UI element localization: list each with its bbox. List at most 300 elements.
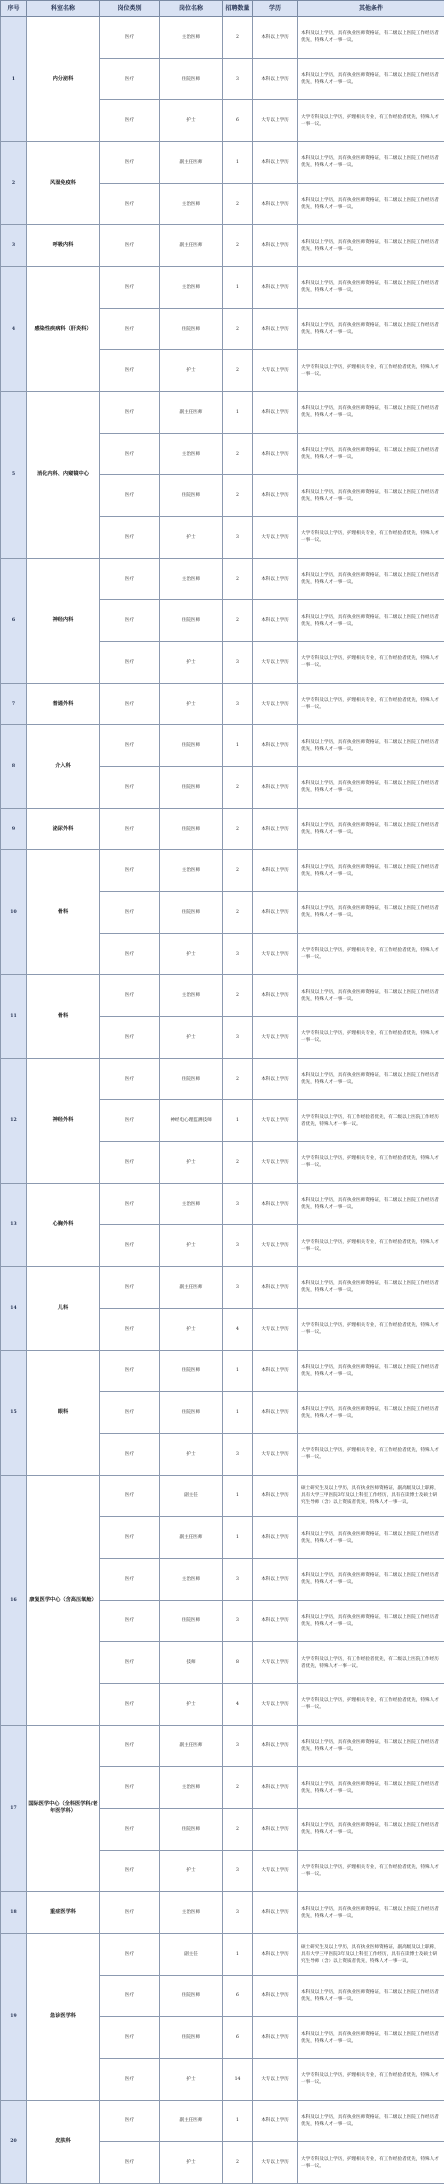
count-cell: 1 — [223, 1933, 253, 1975]
post-type-cell: 医疗 — [100, 142, 160, 184]
row-number: 19 — [1, 1933, 27, 2100]
education-cell: 大专以上学历 — [253, 2058, 298, 2100]
conditions-cell: 大学专科及以上学历，护理相关专业，有工作经验者优先，特殊人才一事一议。 — [298, 1142, 444, 1184]
count-cell: 2 — [223, 1767, 253, 1809]
education-cell: 本科以上学历 — [253, 392, 298, 434]
post-name-cell: 副主任医师 — [160, 225, 223, 267]
education-cell: 本科以上学历 — [253, 1267, 298, 1309]
conditions-cell: 本科及以上学历，具有执业医师资格证，有二级以上医院工作经历者优先，特殊人才一事一议。 — [298, 1183, 444, 1225]
education-cell: 本科以上学历 — [253, 558, 298, 600]
post-type-cell: 医疗 — [100, 600, 160, 642]
education-cell: 大专以上学历 — [253, 1433, 298, 1475]
post-type-cell: 医疗 — [100, 1058, 160, 1100]
post-name-cell: 主治医师 — [160, 558, 223, 600]
post-type-cell: 医疗 — [100, 808, 160, 850]
education-cell: 本科以上学历 — [253, 433, 298, 475]
post-name-cell: 护士 — [160, 1142, 223, 1184]
post-type-cell: 医疗 — [100, 267, 160, 309]
count-cell: 2 — [223, 1058, 253, 1100]
row-number: 1 — [1, 17, 27, 142]
count-cell: 1 — [223, 1350, 253, 1392]
count-cell: 2 — [223, 433, 253, 475]
count-cell: 1 — [223, 2100, 253, 2142]
count-cell: 1 — [223, 1475, 253, 1517]
count-cell: 6 — [223, 2017, 253, 2059]
post-name-cell: 护士 — [160, 517, 223, 559]
education-cell: 大专以上学历 — [253, 350, 298, 392]
count-cell: 3 — [223, 1267, 253, 1309]
conditions-cell: 本科及以上学历，具有执业医师资格证，有二级以上医院工作经历者优先，特殊人才一事一议。 — [298, 1517, 444, 1559]
count-cell: 2 — [223, 475, 253, 517]
row-number: 10 — [1, 850, 27, 975]
post-type-cell: 医疗 — [100, 2017, 160, 2059]
education-cell: 本科以上学历 — [253, 600, 298, 642]
post-type-cell: 医疗 — [100, 1850, 160, 1892]
conditions-cell: 硕士研究生及以上学历，具有执业医师资格证，副高级及以上职称，具有大学三甲医院3年及以上科室工作经历，具有在读博士及硕士研究生导师（含）以上资质者优先，特殊人才一事一议。 — [298, 1475, 444, 1517]
post-name-cell: 主治医师 — [160, 1767, 223, 1809]
post-type-cell: 医疗 — [100, 683, 160, 725]
conditions-cell: 本科及以上学历，具有执业医师资格证，有二级以上医院工作经历者优先，特殊人才一事一议。 — [298, 558, 444, 600]
row-number: 6 — [1, 558, 27, 683]
conditions-cell: 本科及以上学历，具有执业医师资格证，有二级以上医院工作经历者优先，特殊人才一事一议。 — [298, 142, 444, 184]
post-name-cell: 住院医师 — [160, 58, 223, 100]
education-cell: 本科以上学历 — [253, 1808, 298, 1850]
row-number: 9 — [1, 808, 27, 850]
education-cell: 本科以上学历 — [253, 767, 298, 809]
education-cell: 本科以上学历 — [253, 850, 298, 892]
post-type-cell: 医疗 — [100, 933, 160, 975]
row-number: 4 — [1, 267, 27, 392]
education-cell: 本科以上学历 — [253, 267, 298, 309]
department-name: 儿科 — [27, 1267, 100, 1350]
post-name-cell: 住院医师 — [160, 308, 223, 350]
table-row — [1, 142, 444, 184]
row-number: 16 — [1, 1475, 27, 1725]
conditions-cell: 本科及以上学历，具有执业医师资格证，有二级以上医院工作经历者优先，特殊人才一事一议。 — [298, 1558, 444, 1600]
post-type-cell: 医疗 — [100, 1725, 160, 1767]
post-name-cell: 主治医师 — [160, 1892, 223, 1934]
post-name-cell: 护士 — [160, 642, 223, 684]
table-body — [1, 17, 444, 2184]
row-number: 5 — [1, 392, 27, 559]
education-cell: 本科以上学历 — [253, 225, 298, 267]
department-name: 泌尿外科 — [27, 808, 100, 850]
header-post-name: 岗位名称 — [160, 1, 223, 17]
row-number: 14 — [1, 1267, 27, 1350]
count-cell: 2 — [223, 892, 253, 934]
post-name-cell: 主治医师 — [160, 1183, 223, 1225]
post-name-cell: 护士 — [160, 933, 223, 975]
post-type-cell: 医疗 — [100, 58, 160, 100]
conditions-cell: 本科及以上学历，具有执业医师资格证，有二级以上医院工作经历者优先，特殊人才一事一议。 — [298, 850, 444, 892]
department-name: 急诊医学科 — [27, 1933, 100, 2100]
post-name-cell: 护士 — [160, 1683, 223, 1725]
department-name: 国际医学中心（全科医学科/老年医学科） — [27, 1725, 100, 1892]
row-number: 3 — [1, 225, 27, 267]
conditions-cell: 本科及以上学历，具有执业医师资格证，有二级以上医院工作经历者优先，特殊人才一事一议。 — [298, 1725, 444, 1767]
education-cell: 本科以上学历 — [253, 725, 298, 767]
education-cell: 本科以上学历 — [253, 1183, 298, 1225]
education-cell: 本科以上学历 — [253, 1892, 298, 1934]
conditions-cell: 本科及以上学历，具有执业医师资格证，有二级以上医院工作经历者优先，特殊人才一事一议。 — [298, 1058, 444, 1100]
post-type-cell: 医疗 — [100, 2142, 160, 2184]
post-type-cell: 医疗 — [100, 1350, 160, 1392]
conditions-cell: 本科及以上学历，具有执业医师资格证，有二级以上医院工作经历者优先，特殊人才一事一议。 — [298, 308, 444, 350]
header-no: 序号 — [1, 1, 27, 17]
post-type-cell: 医疗 — [100, 308, 160, 350]
post-name-cell: 护士 — [160, 1225, 223, 1267]
count-cell: 3 — [223, 642, 253, 684]
post-name-cell: 副主任 — [160, 1475, 223, 1517]
table-row — [1, 1725, 444, 1767]
post-type-cell: 医疗 — [100, 225, 160, 267]
post-name-cell: 护士 — [160, 1017, 223, 1059]
post-name-cell: 住院医师 — [160, 808, 223, 850]
post-type-cell: 医疗 — [100, 392, 160, 434]
post-type-cell: 医疗 — [100, 1558, 160, 1600]
conditions-cell: 本科及以上学历，具有执业医师资格证，有二级以上医院工作经历者优先，特殊人才一事一议。 — [298, 392, 444, 434]
row-number: 7 — [1, 683, 27, 725]
conditions-cell: 本科及以上学历，具有执业医师资格证，有二级以上医院工作经历者优先，特殊人才一事一议。 — [298, 767, 444, 809]
post-name-cell: 副主任医师 — [160, 2100, 223, 2142]
post-name-cell: 住院医师 — [160, 2017, 223, 2059]
count-cell: 2 — [223, 600, 253, 642]
count-cell: 2 — [223, 2142, 253, 2184]
row-number: 20 — [1, 2100, 27, 2183]
count-cell: 1 — [223, 392, 253, 434]
conditions-cell: 大学专科及以上学历，护理相关专业，有工作经验者优先，特殊人才一事一议。 — [298, 1850, 444, 1892]
conditions-cell: 本科及以上学历，具有执业医师资格证，有二级以上医院工作经历者优先，特殊人才一事一议。 — [298, 17, 444, 59]
post-type-cell: 医疗 — [100, 1225, 160, 1267]
table-row — [1, 808, 444, 850]
table-row — [1, 725, 444, 767]
education-cell: 大专以上学历 — [253, 1642, 298, 1684]
table-row — [1, 17, 444, 59]
header-post-type: 岗位类别 — [100, 1, 160, 17]
row-number: 2 — [1, 142, 27, 225]
conditions-cell: 大学专科及以上学历，护理相关专业，有工作经验者优先，特殊人才一事一议。 — [298, 1308, 444, 1350]
education-cell: 本科以上学历 — [253, 1517, 298, 1559]
post-type-cell: 医疗 — [100, 558, 160, 600]
education-cell: 本科以上学历 — [253, 1975, 298, 2017]
post-type-cell: 医疗 — [100, 1183, 160, 1225]
table-row — [1, 1058, 444, 1100]
count-cell: 3 — [223, 1017, 253, 1059]
conditions-cell: 大学专科及以上学历，护理相关专业，有工作经验者优先，特殊人才一事一议。 — [298, 642, 444, 684]
post-name-cell: 主治医师 — [160, 1558, 223, 1600]
row-number: 11 — [1, 975, 27, 1058]
count-cell: 6 — [223, 100, 253, 142]
post-name-cell: 住院医师 — [160, 600, 223, 642]
conditions-cell: 大学专科及以上学历，护理相关专业，有工作经验者优先，特殊人才一事一议。 — [298, 933, 444, 975]
education-cell: 本科以上学历 — [253, 1767, 298, 1809]
conditions-cell: 本科及以上学历，具有执业医师资格证，有二级以上医院工作经历者优先，特殊人才一事一议。 — [298, 183, 444, 225]
count-cell: 3 — [223, 1725, 253, 1767]
count-cell: 3 — [223, 1225, 253, 1267]
conditions-cell: 大学专科及以上学历，护理相关专业，有工作经验者优先，特殊人才一事一议。 — [298, 1683, 444, 1725]
department-name: 眼科 — [27, 1350, 100, 1475]
count-cell: 1 — [223, 1392, 253, 1434]
post-type-cell: 医疗 — [100, 1892, 160, 1934]
post-type-cell: 医疗 — [100, 892, 160, 934]
post-type-cell: 医疗 — [100, 1642, 160, 1684]
post-type-cell: 医疗 — [100, 350, 160, 392]
count-cell: 3 — [223, 1850, 253, 1892]
post-type-cell: 医疗 — [100, 1433, 160, 1475]
table-row — [1, 683, 444, 725]
education-cell: 本科以上学历 — [253, 808, 298, 850]
table-row — [1, 392, 444, 434]
conditions-cell: 本科及以上学历，具有执业医师资格证，有二级以上医院工作经历者优先，特殊人才一事一议。 — [298, 892, 444, 934]
row-number: 18 — [1, 1892, 27, 1934]
conditions-cell: 大学专科及以上学历，护理相关专业，有工作经验者优先，特殊人才一事一议。 — [298, 683, 444, 725]
education-cell: 本科以上学历 — [253, 1933, 298, 1975]
table-row — [1, 850, 444, 892]
education-cell: 本科以上学历 — [253, 892, 298, 934]
conditions-cell: 大学专科及以上学历，护理相关专业，有工作经验者优先，特殊人才一事一议。 — [298, 1433, 444, 1475]
education-cell: 本科以上学历 — [253, 475, 298, 517]
conditions-cell: 本科及以上学历，具有执业医师资格证，有二级以上医院工作经历者优先，特殊人才一事一议。 — [298, 725, 444, 767]
count-cell: 2 — [223, 850, 253, 892]
department-name: 内分泌科 — [27, 17, 100, 142]
table-row — [1, 1267, 444, 1309]
department-name: 皮肤科 — [27, 2100, 100, 2183]
count-cell: 2 — [223, 183, 253, 225]
table-row — [1, 2100, 444, 2142]
education-cell: 大专以上学历 — [253, 933, 298, 975]
header-education: 学历 — [253, 1, 298, 17]
post-type-cell: 医疗 — [100, 1933, 160, 1975]
conditions-cell: 本科及以上学历，具有执业医师资格证，有二级以上医院工作经历者优先，特殊人才一事一议。 — [298, 1975, 444, 2017]
post-type-cell: 医疗 — [100, 517, 160, 559]
conditions-cell: 大学专科及以上学历，有工作经验者优先，有二级以上医院工作经历者优先，特殊人才一事一议。 — [298, 1100, 444, 1142]
header-row — [1, 1, 444, 17]
conditions-cell: 本科及以上学历，具有执业医师资格证，有二级以上医院工作经历者优先，特殊人才一事一议。 — [298, 1350, 444, 1392]
post-type-cell: 医疗 — [100, 725, 160, 767]
conditions-cell: 本科及以上学历，具有执业医师资格证，有二级以上医院工作经历者优先，特殊人才一事一议。 — [298, 1892, 444, 1934]
post-type-cell: 医疗 — [100, 183, 160, 225]
count-cell: 2 — [223, 558, 253, 600]
department-name: 重症医学科 — [27, 1892, 100, 1934]
conditions-cell: 硕士研究生及以上学历，具有执业医师资格证，副高级及以上职称，具有大学三甲医院3年及以上科室工作经历，具有在读博士及硕士研究生导师（含）以上资质者优先，特殊人才一事一议。 — [298, 1933, 444, 1975]
conditions-cell: 本科及以上学历，具有执业医师资格证，有二级以上医院工作经历者优先，特殊人才一事一议。 — [298, 58, 444, 100]
education-cell: 本科以上学历 — [253, 142, 298, 184]
post-type-cell: 医疗 — [100, 642, 160, 684]
row-number: 13 — [1, 1183, 27, 1266]
post-name-cell: 住院医师 — [160, 1975, 223, 2017]
post-name-cell: 护士 — [160, 1850, 223, 1892]
count-cell: 3 — [223, 933, 253, 975]
conditions-cell: 本科及以上学历，具有执业医师资格证，有二级以上医院工作经历者优先，特殊人才一事一议。 — [298, 267, 444, 309]
conditions-cell: 大学专科及以上学历，护理相关专业，有工作经验者优先，特殊人才一事一议。 — [298, 517, 444, 559]
post-type-cell: 医疗 — [100, 850, 160, 892]
department-name: 神经内科 — [27, 558, 100, 683]
post-name-cell: 主治医师 — [160, 17, 223, 59]
count-cell: 2 — [223, 1142, 253, 1184]
count-cell: 8 — [223, 1642, 253, 1684]
post-type-cell: 医疗 — [100, 1808, 160, 1850]
conditions-cell: 本科及以上学历，具有执业医师资格证，有二级以上医院工作经历者优先，特殊人才一事一议。 — [298, 1767, 444, 1809]
education-cell: 大专以上学历 — [253, 1100, 298, 1142]
count-cell: 3 — [223, 683, 253, 725]
education-cell: 大专以上学历 — [253, 642, 298, 684]
post-type-cell: 医疗 — [100, 1267, 160, 1309]
post-type-cell: 医疗 — [100, 475, 160, 517]
conditions-cell: 大学专科及以上学历，护理相关专业，有工作经验者优先，特殊人才一事一议。 — [298, 100, 444, 142]
education-cell: 本科以上学历 — [253, 183, 298, 225]
row-number: 15 — [1, 1350, 27, 1475]
department-name: 普通外科 — [27, 683, 100, 725]
table-row — [1, 1350, 444, 1392]
table-row — [1, 1933, 444, 1975]
conditions-cell: 本科及以上学历，具有执业医师资格证，有二级以上医院工作经历者优先，特殊人才一事一议。 — [298, 1392, 444, 1434]
count-cell: 3 — [223, 1600, 253, 1642]
conditions-cell: 大学专科及以上学历，护理相关专业，有工作经验者优先，特殊人才一事一议。 — [298, 1017, 444, 1059]
education-cell: 本科以上学历 — [253, 58, 298, 100]
education-cell: 本科以上学历 — [253, 2017, 298, 2059]
post-name-cell: 副主任医师 — [160, 142, 223, 184]
header-department: 科室名称 — [27, 1, 100, 17]
row-number: 12 — [1, 1058, 27, 1183]
table-row — [1, 267, 444, 309]
count-cell: 2 — [223, 808, 253, 850]
education-cell: 大专以上学历 — [253, 100, 298, 142]
conditions-cell: 本科及以上学历，具有执业医师资格证，有二级以上医院工作经历者优先，特殊人才一事一议。 — [298, 475, 444, 517]
post-name-cell: 住院医师 — [160, 1808, 223, 1850]
department-name: 感染性疾病科（肝炎科） — [27, 267, 100, 392]
post-name-cell: 护士 — [160, 683, 223, 725]
count-cell: 1 — [223, 142, 253, 184]
department-name: 骨科 — [27, 975, 100, 1058]
count-cell: 2 — [223, 975, 253, 1017]
conditions-cell: 本科及以上学历，具有执业医师资格证，有二级以上医院工作经历者优先，特殊人才一事一议。 — [298, 433, 444, 475]
count-cell: 2 — [223, 225, 253, 267]
table-row — [1, 1183, 444, 1225]
post-type-cell: 医疗 — [100, 1683, 160, 1725]
education-cell: 大专以上学历 — [253, 1850, 298, 1892]
post-name-cell: 副主任医师 — [160, 1725, 223, 1767]
conditions-cell: 本科及以上学历，具有执业医师资格证，有二级以上医院工作经历者优先，特殊人才一事一议。 — [298, 2100, 444, 2142]
conditions-cell: 本科及以上学历，具有执业医师资格证，有二级以上医院工作经历者优先，特殊人才一事一议。 — [298, 600, 444, 642]
post-name-cell: 副主任医师 — [160, 1267, 223, 1309]
count-cell: 3 — [223, 1892, 253, 1934]
count-cell: 6 — [223, 1975, 253, 2017]
post-name-cell: 护士 — [160, 2058, 223, 2100]
conditions-cell: 大学专科及以上学历，有工作经验者优先，有二级以上医院工作经历者优先，特殊人才一事一议。 — [298, 1642, 444, 1684]
education-cell: 本科以上学历 — [253, 1725, 298, 1767]
education-cell: 大专以上学历 — [253, 2142, 298, 2184]
post-name-cell: 护士 — [160, 1433, 223, 1475]
conditions-cell: 本科及以上学历，具有执业医师资格证，有二级以上医院工作经历者优先，特殊人才一事一议。 — [298, 1600, 444, 1642]
count-cell: 4 — [223, 1683, 253, 1725]
count-cell: 3 — [223, 58, 253, 100]
department-name: 心胸外科 — [27, 1183, 100, 1266]
post-type-cell: 医疗 — [100, 2100, 160, 2142]
count-cell: 1 — [223, 267, 253, 309]
conditions-cell: 本科及以上学历，具有执业医师资格证，有二级以上医院工作经历者优先，特殊人才一事一议。 — [298, 808, 444, 850]
post-name-cell: 主治医师 — [160, 183, 223, 225]
count-cell: 1 — [223, 725, 253, 767]
post-name-cell: 副主任医师 — [160, 392, 223, 434]
row-number: 8 — [1, 725, 27, 808]
row-number: 17 — [1, 1725, 27, 1892]
table-row — [1, 1475, 444, 1517]
education-cell: 大专以上学历 — [253, 1683, 298, 1725]
table-row — [1, 558, 444, 600]
table-row — [1, 225, 444, 267]
count-cell: 2 — [223, 308, 253, 350]
post-name-cell: 住院医师 — [160, 475, 223, 517]
department-name: 神经外科 — [27, 1058, 100, 1183]
department-name: 呼吸内科 — [27, 225, 100, 267]
count-cell: 2 — [223, 767, 253, 809]
header-conditions: 其他条件 — [298, 1, 444, 17]
education-cell: 本科以上学历 — [253, 1392, 298, 1434]
education-cell: 大专以上学历 — [253, 1142, 298, 1184]
education-cell: 本科以上学历 — [253, 308, 298, 350]
count-cell: 1 — [223, 1100, 253, 1142]
department-name: 风湿免疫科 — [27, 142, 100, 225]
post-name-cell: 主治医师 — [160, 267, 223, 309]
post-type-cell: 医疗 — [100, 1767, 160, 1809]
post-name-cell: 住院医师 — [160, 1600, 223, 1642]
count-cell: 2 — [223, 350, 253, 392]
education-cell: 本科以上学历 — [253, 1600, 298, 1642]
post-name-cell: 副主任医师 — [160, 1517, 223, 1559]
education-cell: 大专以上学历 — [253, 683, 298, 725]
post-name-cell: 住院医师 — [160, 1058, 223, 1100]
post-name-cell: 住院医师 — [160, 725, 223, 767]
post-type-cell: 医疗 — [100, 100, 160, 142]
conditions-cell: 本科及以上学历，具有执业医师资格证，有二级以上医院工作经历者优先，特殊人才一事一议。 — [298, 1808, 444, 1850]
education-cell: 大专以上学历 — [253, 1225, 298, 1267]
post-type-cell: 医疗 — [100, 1100, 160, 1142]
education-cell: 本科以上学历 — [253, 1558, 298, 1600]
count-cell: 3 — [223, 517, 253, 559]
department-name: 消化内科、内窥镜中心 — [27, 392, 100, 559]
header-count: 招聘数量 — [223, 1, 253, 17]
post-type-cell: 医疗 — [100, 1392, 160, 1434]
post-name-cell: 住院医师 — [160, 767, 223, 809]
post-type-cell: 医疗 — [100, 1517, 160, 1559]
post-name-cell: 技师 — [160, 1642, 223, 1684]
education-cell: 大专以上学历 — [253, 1017, 298, 1059]
post-type-cell: 医疗 — [100, 17, 160, 59]
post-name-cell: 住院医师 — [160, 1350, 223, 1392]
post-type-cell: 医疗 — [100, 1975, 160, 2017]
post-name-cell: 主治医师 — [160, 433, 223, 475]
conditions-cell: 大学专科及以上学历，护理相关专业，有工作经验者优先，特殊人才一事一议。 — [298, 1225, 444, 1267]
post-type-cell: 医疗 — [100, 975, 160, 1017]
table-row — [1, 975, 444, 1017]
education-cell: 大专以上学历 — [253, 517, 298, 559]
post-name-cell: 住院医师 — [160, 892, 223, 934]
count-cell: 3 — [223, 1183, 253, 1225]
count-cell: 4 — [223, 1308, 253, 1350]
education-cell: 本科以上学历 — [253, 975, 298, 1017]
count-cell: 3 — [223, 1433, 253, 1475]
department-name: 骨科 — [27, 850, 100, 975]
conditions-cell: 大学专科及以上学历，护理相关专业，有工作经验者优先，特殊人才一事一议。 — [298, 2142, 444, 2184]
department-name: 康复医学中心（含高压氧舱） — [27, 1475, 100, 1725]
education-cell: 本科以上学历 — [253, 17, 298, 59]
conditions-cell: 本科及以上学历，具有执业医师资格证，有二级以上医院工作经历者优先，特殊人才一事一议。 — [298, 225, 444, 267]
post-type-cell: 医疗 — [100, 1017, 160, 1059]
post-type-cell: 医疗 — [100, 1142, 160, 1184]
education-cell: 本科以上学历 — [253, 1475, 298, 1517]
conditions-cell: 大学专科及以上学历，护理相关专业，有工作经验者优先，特殊人才一事一议。 — [298, 2058, 444, 2100]
conditions-cell: 本科及以上学历，具有执业医师资格证，有二级以上医院工作经历者优先，特殊人才一事一议。 — [298, 2017, 444, 2059]
